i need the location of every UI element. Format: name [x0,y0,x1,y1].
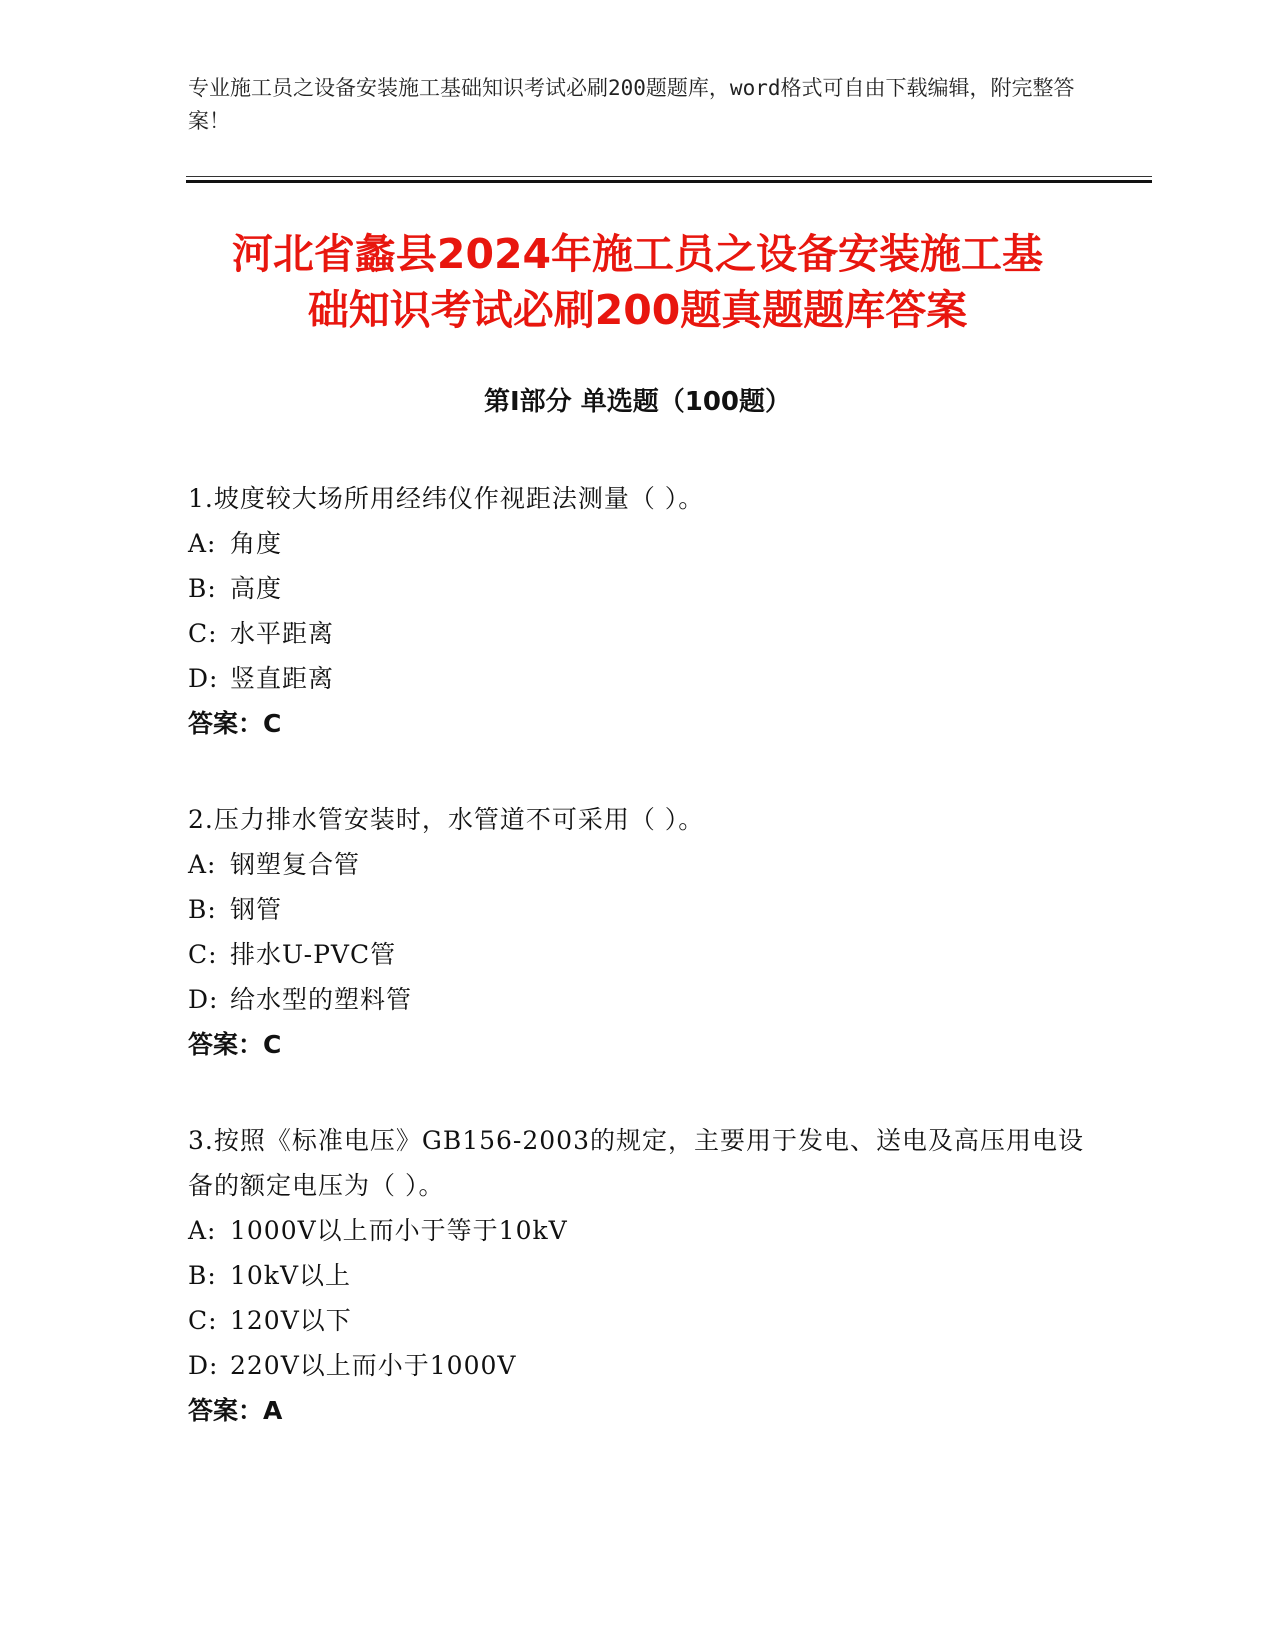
option-d [188,977,1088,1022]
option-key: C: [188,940,218,969]
option-key: D: [188,1351,219,1380]
header-divider-thick [186,180,1152,183]
document-title-line-2: 础知识考试必刷200题真题题库答案 [307,286,968,334]
option-text: 钢塑复合管 [230,850,361,879]
option-a [188,521,1088,566]
header-divider-thin [186,176,1152,177]
option-c [188,611,1088,656]
option-text: 角度 [230,529,283,558]
option-b [188,1253,1088,1298]
option-d [188,1343,1088,1388]
option-c [188,932,1088,977]
option-text: 给水型的塑料管 [230,985,413,1014]
option-text: 10kV以上 [230,1261,352,1290]
question-stem: 2.压力排水管安装时，水管道不可采用（ ）。 [188,805,705,834]
question-stem: 3.按照《标准电压》GB156-2003的规定，主要用于发电、送电及高压用电设备的额定电压为（ ）。 [188,1126,1084,1200]
option-key: D: [188,664,219,693]
option-a [188,1208,1088,1253]
question-2 [188,797,1088,1067]
option-text: 220V以上而小于1000V [230,1351,517,1380]
question-1 [188,476,1088,746]
option-key: A: [188,529,217,558]
option-text: 120V以下 [230,1306,352,1335]
answer: 答案：A [188,1396,283,1425]
option-text: 排水U-PVC管 [230,940,397,969]
document-title [170,226,1105,338]
option-key: B: [188,574,217,603]
option-b [188,566,1088,611]
option-c [188,1298,1088,1343]
answer: 答案：C [188,1030,282,1059]
option-text: 竖直距离 [230,664,335,693]
header-note: 专业施工员之设备安装施工基础知识考试必刷200题题库，word格式可自由下载编辑，附完整答案！ [188,76,1075,133]
option-a [188,842,1088,887]
question-3 [188,1118,1088,1433]
question-stem: 1.坡度较大场所用经纬仪作视距法测量（ ）。 [188,484,705,513]
option-key: C: [188,619,218,648]
option-key: A: [188,1216,217,1245]
question-list [188,476,1088,1484]
option-key: A: [188,850,217,879]
option-b [188,887,1088,932]
option-text: 高度 [230,574,283,603]
option-key: B: [188,895,217,924]
option-key: D: [188,985,219,1014]
option-text: 1000V以上而小于等于10kV [230,1216,568,1245]
option-text: 水平距离 [230,619,335,648]
document-title-line-1: 河北省蠡县2024年施工员之设备安装施工基 [231,230,1044,278]
option-key: B: [188,1261,217,1290]
option-text: 钢管 [230,895,283,924]
option-d [188,656,1088,701]
section-title: 第Ⅰ部分 单选题（100题） [484,387,791,417]
option-key: C: [188,1306,218,1335]
answer: 答案：C [188,709,282,738]
